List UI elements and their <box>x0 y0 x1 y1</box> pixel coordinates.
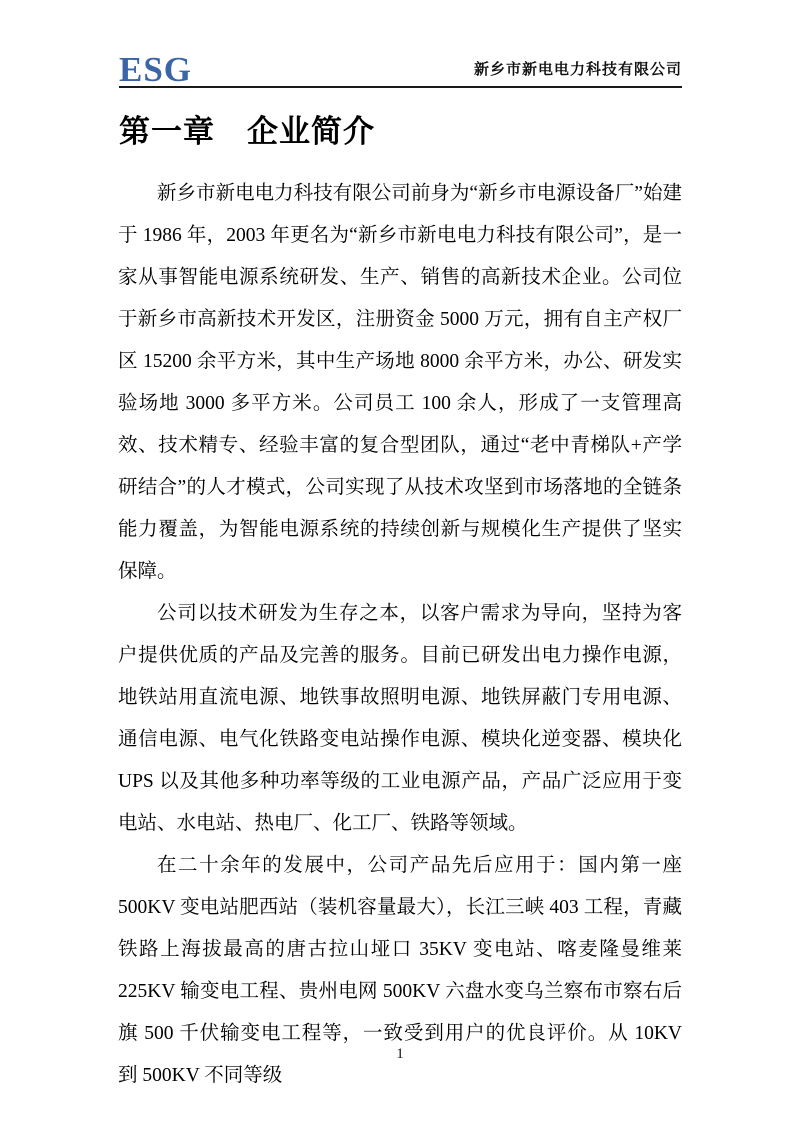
chapter-title: 第一章 企业简介 <box>119 114 375 149</box>
paragraph: 公司以技术研发为生存之本，以客户需求为导向，坚持为客户提供优质的产品及完善的服务。目前已研发出电力操作电源，地铁站用直流电源、地铁事故照明电源、地铁屏蔽门专用电源、通信电源、电气化铁路变电站操作电源、模块化逆变器、模块化 UPS 以及其他多种功率等级的工业电源产品，产品广泛应用于变电站、水电站、热电厂、化工厂、铁路等领域。 <box>118 603 682 834</box>
document-footer <box>0 1046 800 1063</box>
page-number: 1 <box>396 1046 404 1062</box>
header-company-name: 新乡市新电电力科技有限公司 <box>473 62 682 78</box>
paragraph: 新乡市新电电力科技有限公司前身为“新乡市电源设备厂”始建于 1986 年，2003 年更名为“新乡市新电电力科技有限公司”，是一家从事智能电源系统研发、生产、销售的高新技术企业。公司位于新乡市高新技术开发区，注册资金 5000 万元，拥有自主产权厂区 15200 余平方米，其中生产场地 8000 余平方米，办公、研发实验场地 3000 多平方米。公司员工 100 余人，形成了一支管理高效、技术精专、经验丰富的复合型团队，通过“老中青梯队+产学研结合”的人才模式，公司实现了从技术攻坚到市场落地的全链条能力覆盖，为智能电源系统的持续创新与规模化生产提供了坚实保障。 <box>118 183 682 582</box>
document-body <box>118 173 682 1097</box>
document-header <box>119 46 682 88</box>
esg-logo: ESG <box>119 49 193 89</box>
paragraph: 在二十余年的发展中，公司产品先后应用于：国内第一座 500KV 变电站肥西站（装机容量最大），长江三峡 403 工程，青藏铁路上海拔最高的唐古拉山垭口 35KV 变电站、喀麦隆曼维莱 225KV 输变电工程、贵州电网 500KV 六盘水变乌兰察布市察右后旗 500 千伏输变电工程等，一致受到用户的优良评价。从 10KV 到 500KV 不同等级 <box>118 855 682 1086</box>
